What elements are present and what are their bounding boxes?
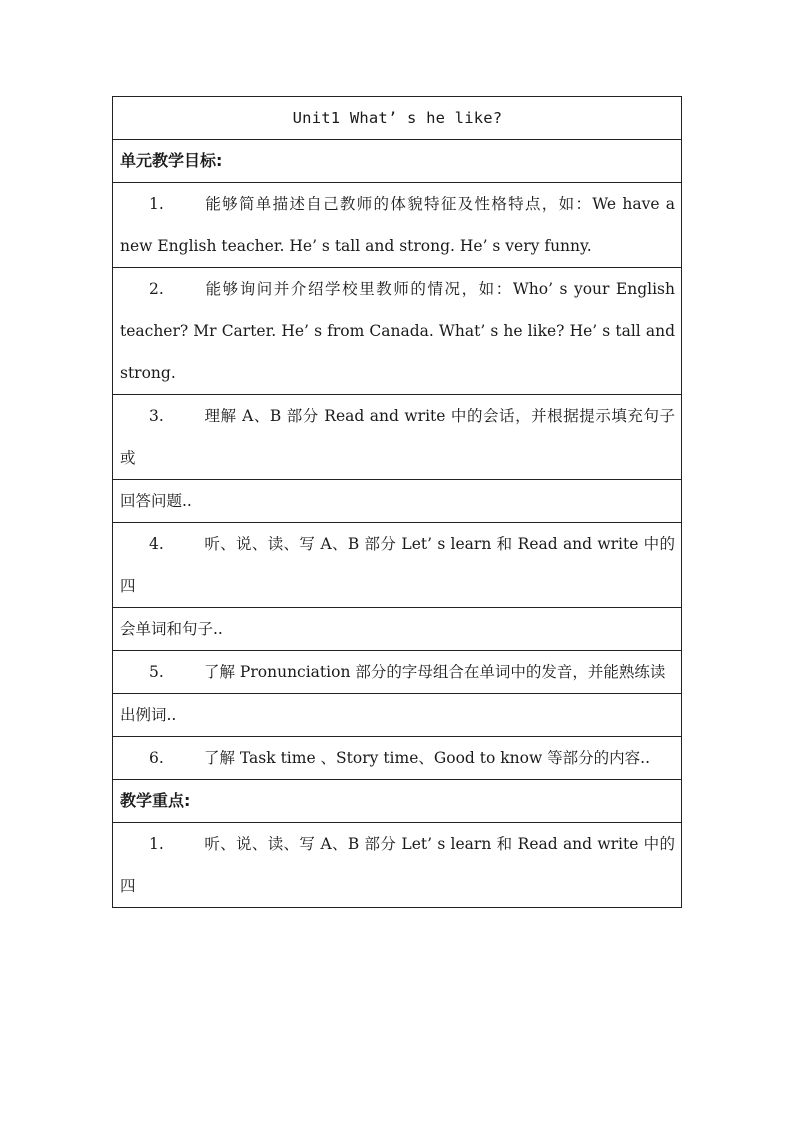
item-number: 1. (149, 195, 164, 213)
item-number: 3. (149, 407, 164, 425)
goal-item-3-continuation: 回答问题.. (113, 480, 681, 523)
item-text: 能够询问并介绍学校里教师的情况，如：Who’ s your English teacher? Mr Carter. He’ s from Canada. What’ s he like? He’ s tall and strong. (120, 280, 675, 382)
item-text: 听、说、读、写 A、B 部分 Let’ s learn 和 Read and write 中的四 (120, 835, 675, 895)
section-goals-heading: 单元教学目标: (113, 140, 681, 183)
item-text: 了解 Task time 、Story time、Good to know 等部分的内容.. (204, 749, 651, 767)
item-number: 2. (149, 280, 164, 298)
goal-item-3 (113, 395, 681, 480)
goal-item-5 (113, 651, 681, 694)
focus-item-1 (113, 823, 681, 907)
section-focus-heading: 教学重点: (113, 780, 681, 823)
item-text: 了解 Pronunciation 部分的字母组合在单词中的发音，并能熟练读 (204, 663, 666, 681)
goal-item-5-continuation: 出例词.. (113, 694, 681, 737)
goal-item-1 (113, 183, 681, 268)
item-number: 4. (149, 535, 164, 553)
item-number: 5. (149, 663, 164, 681)
item-text: 能够简单描述自己教师的体貌特征及性格特点，如：We have a new English teacher. He’ s tall and strong. He’ s very funny. (120, 195, 675, 255)
item-text: 理解 A、B 部分 Read and write 中的会话，并根据提示填充句子或 (120, 407, 675, 467)
item-number: 6. (149, 749, 164, 767)
item-number: 1. (149, 835, 164, 853)
document-table (112, 96, 682, 908)
goal-item-2 (113, 268, 681, 395)
goal-item-6 (113, 737, 681, 780)
document-title: Unit1 What’ s he like? (113, 97, 681, 140)
goal-item-4 (113, 523, 681, 608)
goal-item-4-continuation: 会单词和句子.. (113, 608, 681, 651)
item-text: 听、说、读、写 A、B 部分 Let’ s learn 和 Read and write 中的四 (120, 535, 675, 595)
